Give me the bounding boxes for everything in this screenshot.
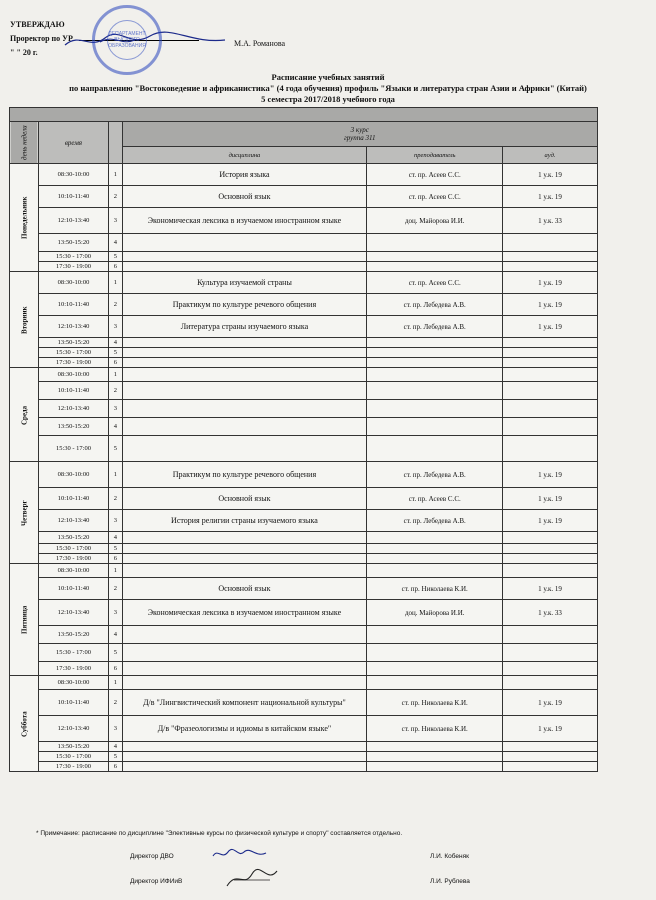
discipline-cell <box>122 252 367 262</box>
room-cell: 1 у.к. 19 <box>503 186 598 208</box>
schedule-row <box>10 510 598 532</box>
schedule-row <box>10 544 598 554</box>
teacher-cell: доц. Майорова И.И. <box>367 600 503 626</box>
pair-number-cell: 5 <box>109 644 122 662</box>
discipline-cell: Экономическая лексика в изучаемом иностранном языке <box>122 600 367 626</box>
room-cell <box>503 676 598 690</box>
pair-number-cell: 2 <box>109 578 122 600</box>
room-cell: 1 у.к. 19 <box>503 294 598 316</box>
schedule-table <box>9 107 598 772</box>
schedule-row <box>10 676 598 690</box>
discipline-cell <box>122 234 367 252</box>
room-cell <box>503 626 598 644</box>
teacher-cell <box>367 564 503 578</box>
pair-number-cell: 1 <box>109 368 122 382</box>
time-cell: 08:30-10:00 <box>38 368 109 382</box>
schedule-row <box>10 358 598 368</box>
discipline-column-header: дисциплина <box>122 147 367 164</box>
approval-name: М.А. Романова <box>234 39 286 48</box>
discipline-cell <box>122 358 367 368</box>
schedule-row <box>10 252 598 262</box>
discipline-cell <box>122 532 367 544</box>
discipline-cell <box>122 400 367 418</box>
approval-date: " " 20 г. <box>10 48 38 57</box>
teacher-cell <box>367 400 503 418</box>
teacher-cell <box>367 752 503 762</box>
time-cell: 13:50-15:20 <box>38 626 109 644</box>
pair-number-cell: 5 <box>109 544 122 554</box>
ifiv-director-name: Л.И. Рублева <box>430 878 470 885</box>
schedule-title: Расписание учебных занятий <box>271 72 385 82</box>
room-cell: 1 у.к. 19 <box>503 462 598 488</box>
discipline-cell <box>122 626 367 644</box>
room-cell <box>503 436 598 462</box>
discipline-cell <box>122 382 367 400</box>
time-cell: 15:30 - 17:00 <box>38 544 109 554</box>
teacher-cell <box>367 382 503 400</box>
schedule-row <box>10 400 598 418</box>
schedule-row <box>10 662 598 676</box>
time-cell: 12:10-13:40 <box>38 208 109 234</box>
discipline-cell: Практикум по культуре речевого общения <box>122 294 367 316</box>
room-cell <box>503 348 598 358</box>
schedule-row <box>10 368 598 382</box>
time-cell: 15:30 - 17:00 <box>38 348 109 358</box>
schedule-row <box>10 462 598 488</box>
discipline-cell: Практикум по культуре речевого общения <box>122 462 367 488</box>
discipline-cell: Д/в "Лингвистический компонент национальной культуры" <box>122 690 367 716</box>
discipline-cell: Основной язык <box>122 186 367 208</box>
room-cell <box>503 358 598 368</box>
discipline-cell <box>122 644 367 662</box>
teacher-cell <box>367 252 503 262</box>
schedule-row <box>10 234 598 252</box>
schedule-row <box>10 644 598 662</box>
schedule-body <box>10 164 598 772</box>
teacher-cell <box>367 762 503 772</box>
room-cell: 1 у.к. 19 <box>503 510 598 532</box>
discipline-cell <box>122 752 367 762</box>
teacher-cell <box>367 338 503 348</box>
time-cell: 12:10-13:40 <box>38 316 109 338</box>
pair-number-cell: 2 <box>109 294 122 316</box>
teacher-cell <box>367 358 503 368</box>
teacher-cell <box>367 544 503 554</box>
pair-number-cell: 3 <box>109 316 122 338</box>
time-cell: 13:50-15:20 <box>38 742 109 752</box>
pair-number-cell: 5 <box>109 752 122 762</box>
room-cell: 1 у.к. 19 <box>503 716 598 742</box>
discipline-cell: Культура изучаемой страны <box>122 272 367 294</box>
schedule-row <box>10 578 598 600</box>
time-cell: 17:30 - 19:00 <box>38 358 109 368</box>
room-cell: 1 у.к. 33 <box>503 208 598 234</box>
schedule-row <box>10 752 598 762</box>
teacher-cell <box>367 418 503 436</box>
pair-number-cell: 4 <box>109 626 122 644</box>
approval-position: Проректор по УР <box>10 32 199 46</box>
room-cell: 1 у.к. 19 <box>503 316 598 338</box>
dvo-director-title: Директор ДВО <box>130 853 174 860</box>
discipline-cell <box>122 564 367 578</box>
pair-number-cell: 1 <box>109 164 122 186</box>
room-cell <box>503 382 598 400</box>
teacher-cell: доц. Майорова И.И. <box>367 208 503 234</box>
ifiv-director-title: Директор ИФИиВ <box>130 878 183 885</box>
room-column-header: ауд. <box>503 147 598 164</box>
day-name: Понедельник <box>10 164 39 272</box>
approval-heading: УТВЕРЖДАЮ <box>10 20 65 29</box>
time-cell: 12:10-13:40 <box>38 600 109 626</box>
time-cell: 12:10-13:40 <box>38 510 109 532</box>
footnote: * Примечание: расписание по дисциплине "Элективные курсы по физической культуре и спорту" составляется отдельно. <box>36 830 403 837</box>
discipline-cell <box>122 368 367 382</box>
schedule-row <box>10 262 598 272</box>
time-cell: 10:10-11:40 <box>38 690 109 716</box>
discipline-cell <box>122 742 367 752</box>
schedule-row <box>10 316 598 338</box>
room-cell <box>503 742 598 752</box>
pair-number-cell: 3 <box>109 400 122 418</box>
teacher-cell: ст. пр. Лебедева А.В. <box>367 294 503 316</box>
day-column-header: день недели <box>10 122 39 164</box>
time-cell: 08:30-10:00 <box>38 564 109 578</box>
time-cell: 17:30 - 19:00 <box>38 662 109 676</box>
pair-number-cell: 2 <box>109 186 122 208</box>
schedule-row <box>10 436 598 462</box>
discipline-cell <box>122 762 367 772</box>
time-column-header: время <box>38 122 109 164</box>
time-cell: 10:10-11:40 <box>38 382 109 400</box>
time-cell: 13:50-15:20 <box>38 234 109 252</box>
schedule-row <box>10 762 598 772</box>
room-cell <box>503 752 598 762</box>
pair-number-cell: 3 <box>109 600 122 626</box>
discipline-cell: Основной язык <box>122 488 367 510</box>
course-header-row <box>10 122 598 147</box>
discipline-cell: История языка <box>122 164 367 186</box>
room-cell <box>503 762 598 772</box>
room-cell: 1 у.к. 19 <box>503 164 598 186</box>
discipline-cell <box>122 662 367 676</box>
group-label: группа 311 <box>344 134 376 142</box>
time-cell: 10:10-11:40 <box>38 578 109 600</box>
pair-number-cell: 1 <box>109 676 122 690</box>
teacher-cell: ст. пр. Асеев С.С. <box>367 272 503 294</box>
day-name: Пятница <box>10 564 39 676</box>
pair-number-cell: 1 <box>109 564 122 578</box>
day-name: Суббота <box>10 676 39 772</box>
stamp-center: ДЕПАРТАМЕНТ ВЫСШЕГО ОБРАЗОВАНИЯ <box>107 20 147 60</box>
pair-number-cell: 2 <box>109 690 122 716</box>
discipline-cell <box>122 436 367 462</box>
schedule-row <box>10 208 598 234</box>
day-name: Среда <box>10 368 39 462</box>
course-group-header <box>122 122 598 147</box>
room-cell <box>503 400 598 418</box>
teacher-cell: ст. пр. Николаева К.И. <box>367 690 503 716</box>
room-cell <box>503 564 598 578</box>
teacher-cell <box>367 662 503 676</box>
schedule-row <box>10 488 598 510</box>
pair-number-cell: 4 <box>109 338 122 348</box>
schedule-row <box>10 186 598 208</box>
discipline-cell: Основной язык <box>122 578 367 600</box>
pair-number-cell: 5 <box>109 348 122 358</box>
time-cell: 17:30 - 19:00 <box>38 762 109 772</box>
pair-number-cell: 6 <box>109 358 122 368</box>
discipline-cell <box>122 554 367 564</box>
pair-number-cell: 6 <box>109 262 122 272</box>
dvo-signature <box>210 846 270 862</box>
schedule-row <box>10 272 598 294</box>
schedule-row <box>10 600 598 626</box>
time-cell: 13:50-15:20 <box>38 418 109 436</box>
schedule-row <box>10 348 598 358</box>
teacher-cell <box>367 348 503 358</box>
room-cell: 1 у.к. 19 <box>503 690 598 716</box>
room-cell <box>503 532 598 544</box>
time-cell: 17:30 - 19:00 <box>38 262 109 272</box>
room-cell: 1 у.к. 19 <box>503 272 598 294</box>
time-cell: 13:50-15:20 <box>38 532 109 544</box>
day-name: Четверг <box>10 462 39 564</box>
time-cell: 17:30 - 19:00 <box>38 554 109 564</box>
room-cell <box>503 662 598 676</box>
time-cell: 15:30 - 17:00 <box>38 644 109 662</box>
time-cell: 12:10-13:40 <box>38 716 109 742</box>
schedule-row <box>10 382 598 400</box>
header-band <box>10 108 598 122</box>
teacher-cell: ст. пр. Николаева К.И. <box>367 716 503 742</box>
pair-number-cell: 3 <box>109 716 122 742</box>
dvo-director-name: Л.И. Кобеняк <box>430 853 469 860</box>
teacher-cell <box>367 626 503 644</box>
pair-number-cell: 6 <box>109 662 122 676</box>
time-cell: 15:30 - 17:00 <box>38 752 109 762</box>
teacher-cell <box>367 644 503 662</box>
time-cell: 13:50-15:20 <box>38 338 109 348</box>
teacher-cell <box>367 234 503 252</box>
schedule-direction: по направлению "Востоковедение и африканистика" (4 года обучения) профиль "Языки и литература стран Азии и Африки" (Китай) <box>69 83 587 93</box>
time-cell: 10:10-11:40 <box>38 294 109 316</box>
schedule-row <box>10 164 598 186</box>
discipline-cell: Экономическая лексика в изучаемом иностранном языке <box>122 208 367 234</box>
room-cell <box>503 644 598 662</box>
discipline-cell <box>122 676 367 690</box>
discipline-cell <box>122 338 367 348</box>
room-cell: 1 у.к. 19 <box>503 578 598 600</box>
discipline-cell <box>122 262 367 272</box>
pair-number-cell: 3 <box>109 208 122 234</box>
time-cell: 12:10-13:40 <box>38 400 109 418</box>
schedule-row <box>10 294 598 316</box>
schedule-semester: 5 семестра 2017/2018 учебного года <box>261 94 395 104</box>
time-cell: 08:30-10:00 <box>38 272 109 294</box>
room-cell <box>503 544 598 554</box>
room-cell: 1 у.к. 33 <box>503 600 598 626</box>
schedule-row <box>10 532 598 544</box>
pair-number-cell: 3 <box>109 510 122 532</box>
room-cell <box>503 338 598 348</box>
time-cell: 10:10-11:40 <box>38 488 109 510</box>
time-cell: 15:30 - 17:00 <box>38 252 109 262</box>
pair-number-cell: 5 <box>109 436 122 462</box>
teacher-cell <box>367 742 503 752</box>
teacher-cell: ст. пр. Асеев С.С. <box>367 488 503 510</box>
schedule-row <box>10 554 598 564</box>
num-column-header <box>109 122 122 164</box>
pair-number-cell: 6 <box>109 762 122 772</box>
discipline-cell: Д/в "Фразеологизмы и идиомы в китайском языке" <box>122 716 367 742</box>
schedule-row <box>10 690 598 716</box>
time-cell: 10:10-11:40 <box>38 186 109 208</box>
teacher-cell <box>367 532 503 544</box>
teacher-cell <box>367 368 503 382</box>
room-cell: 1 у.к. 19 <box>503 488 598 510</box>
schedule-row <box>10 564 598 578</box>
discipline-cell <box>122 544 367 554</box>
schedule-row <box>10 626 598 644</box>
time-cell: 08:30-10:00 <box>38 164 109 186</box>
pair-number-cell: 4 <box>109 742 122 752</box>
schedule-row <box>10 418 598 436</box>
teacher-column-header: преподаватель <box>367 147 503 164</box>
ifiv-signature <box>222 866 282 892</box>
schedule-row <box>10 716 598 742</box>
teacher-cell: ст. пр. Николаева К.И. <box>367 578 503 600</box>
teacher-cell: ст. пр. Лебедева А.В. <box>367 316 503 338</box>
pair-number-cell: 2 <box>109 488 122 510</box>
room-cell <box>503 252 598 262</box>
teacher-cell: ст. пр. Лебедева А.В. <box>367 510 503 532</box>
teacher-cell <box>367 554 503 564</box>
pair-number-cell: 4 <box>109 532 122 544</box>
teacher-cell: ст. пр. Лебедева А.В. <box>367 462 503 488</box>
day-name: Вторник <box>10 272 39 368</box>
time-cell: 08:30-10:00 <box>38 462 109 488</box>
discipline-cell: История религии страны изучаемого языка <box>122 510 367 532</box>
pair-number-cell: 6 <box>109 554 122 564</box>
schedule-row <box>10 742 598 752</box>
pair-number-cell: 4 <box>109 418 122 436</box>
pair-number-cell: 4 <box>109 234 122 252</box>
discipline-cell: Литература страны изучаемого языка <box>122 316 367 338</box>
department-stamp <box>92 5 162 75</box>
room-cell <box>503 554 598 564</box>
teacher-cell: ст. пр. Асеев С.С. <box>367 164 503 186</box>
discipline-cell <box>122 418 367 436</box>
teacher-cell: ст. пр. Асеев С.С. <box>367 186 503 208</box>
teacher-cell <box>367 436 503 462</box>
room-cell <box>503 368 598 382</box>
discipline-cell <box>122 348 367 358</box>
pair-number-cell: 1 <box>109 462 122 488</box>
room-cell <box>503 262 598 272</box>
teacher-cell <box>367 676 503 690</box>
pair-number-cell: 1 <box>109 272 122 294</box>
pair-number-cell: 5 <box>109 252 122 262</box>
schedule-row <box>10 338 598 348</box>
pair-number-cell: 2 <box>109 382 122 400</box>
time-cell: 15:30 - 17:00 <box>38 436 109 462</box>
time-cell: 08:30-10:00 <box>38 676 109 690</box>
room-cell <box>503 234 598 252</box>
room-cell <box>503 418 598 436</box>
teacher-cell <box>367 262 503 272</box>
course-label: 3 курс <box>350 126 369 134</box>
